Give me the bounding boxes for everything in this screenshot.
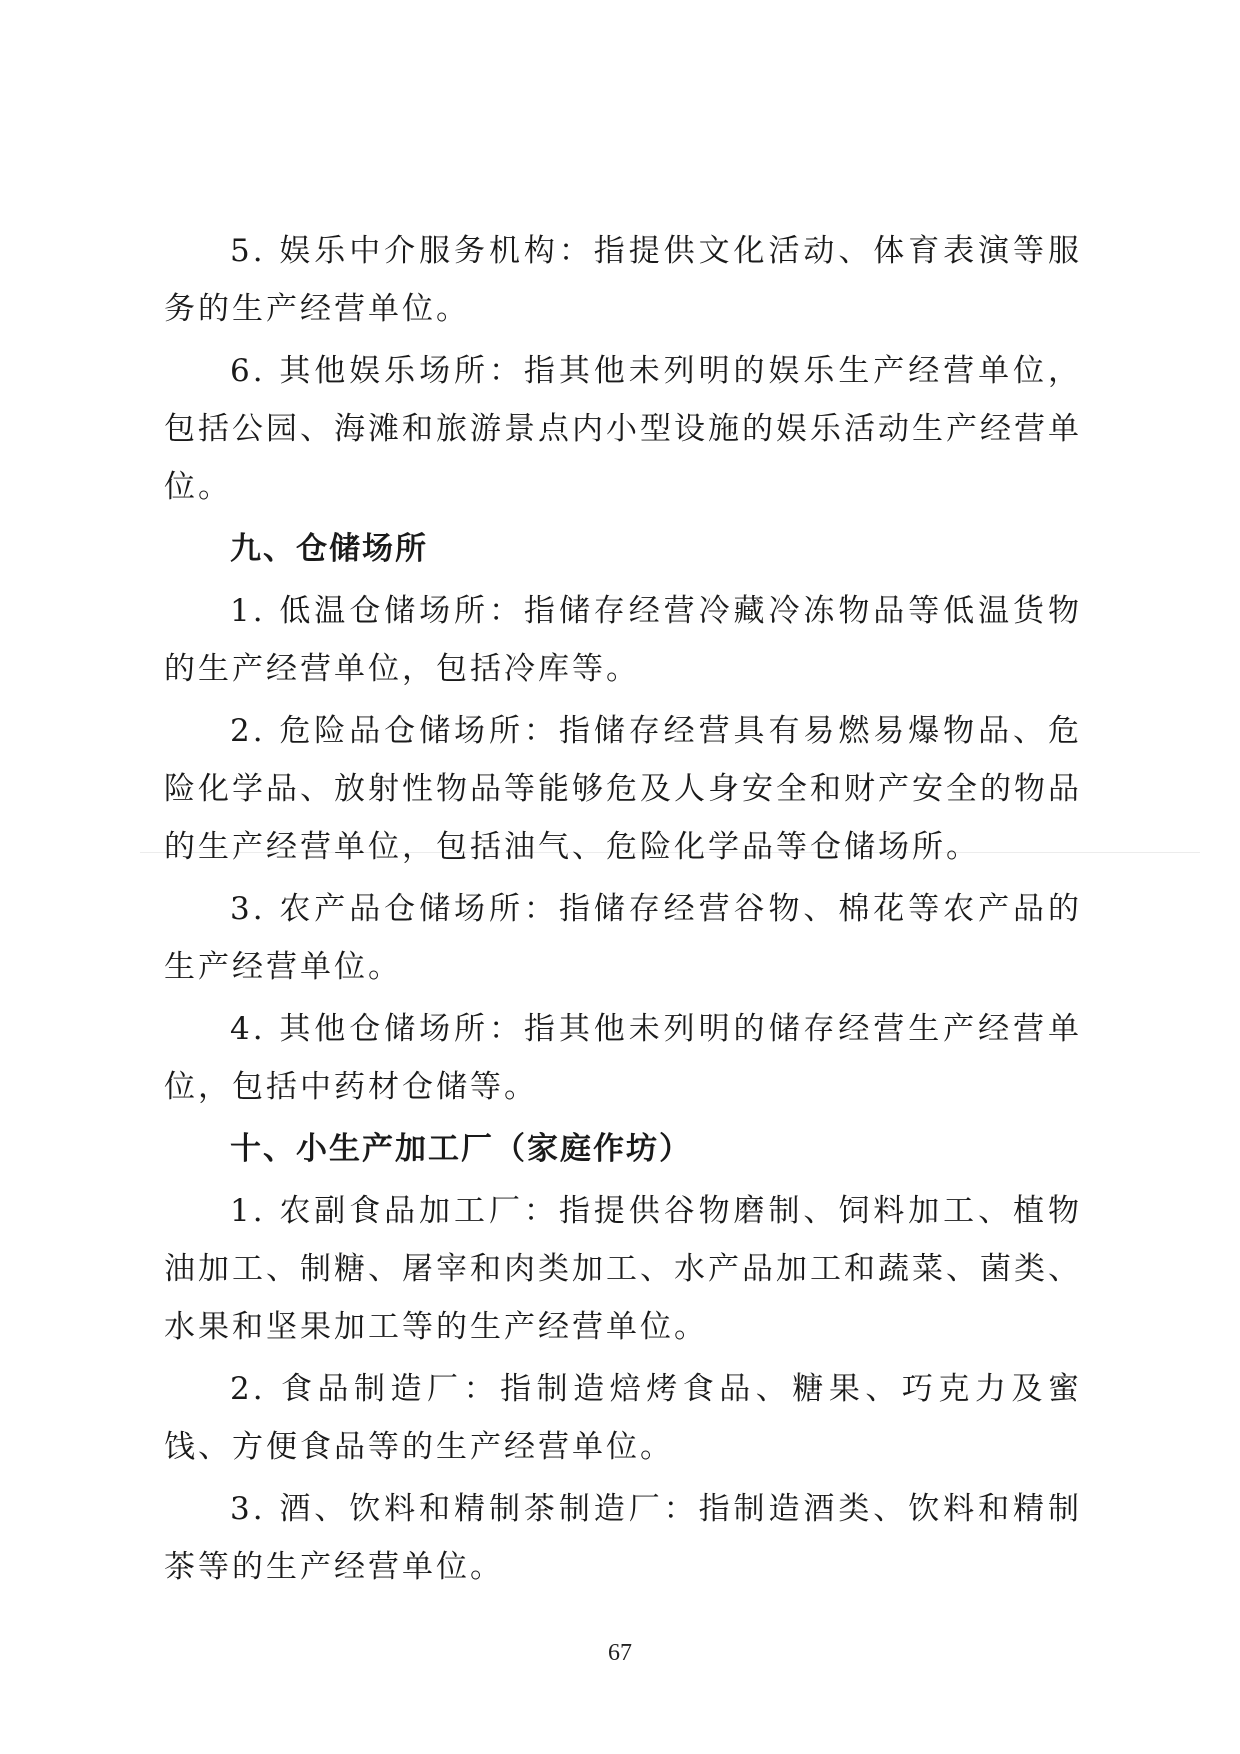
paragraph-agricultural-storage: 3. 农产品仓储场所：指储存经营谷物、棉花等农产品的生产经营单位。 [164,891,1082,985]
document-body [164,222,1082,1600]
section-heading-small-factories: 十、小生产加工厂（家庭作坊） [230,1131,692,1167]
paragraph-cold-storage: 1. 低温仓储场所：指储存经营冷藏冷冻物品等低温货物的生产经营单位，包括冷库等。 [164,593,1082,687]
paragraph-other-entertainment: 6. 其他娱乐场所：指其他未列明的娱乐生产经营单位，包括公园、海滩和旅游景点内小型设施的娱乐活动生产经营单位。 [164,353,1082,505]
page-number: 67 [608,1640,632,1666]
section-heading-warehousing: 九、仓储场所 [230,531,428,567]
paragraph-entertainment-agency: 5. 娱乐中介服务机构：指提供文化活动、体育表演等服务的生产经营单位。 [164,233,1082,327]
paragraph-beverage-manufacturing: 3. 酒、饮料和精制茶制造厂：指制造酒类、饮料和精制茶等的生产经营单位。 [164,1491,1082,1585]
paragraph-other-storage: 4. 其他仓储场所：指其他未列明的储存经营生产经营单位，包括中药材仓储等。 [164,1011,1082,1105]
paragraph-food-manufacturing: 2. 食品制造厂：指制造焙烤食品、糖果、巧克力及蜜饯、方便食品等的生产经营单位。 [164,1371,1082,1465]
paragraph-hazardous-storage: 2. 危险品仓储场所：指储存经营具有易燃易爆物品、危险化学品、放射性物品等能够危及人身安全和财产安全的物品的生产经营单位，包括油气、危险化学品等仓储场所。 [164,713,1082,865]
paragraph-agri-food-processing: 1. 农副食品加工厂：指提供谷物磨制、饲料加工、植物油加工、制糖、屠宰和肉类加工、水产品加工和蔬菜、菌类、水果和坚果加工等的生产经营单位。 [164,1193,1082,1345]
